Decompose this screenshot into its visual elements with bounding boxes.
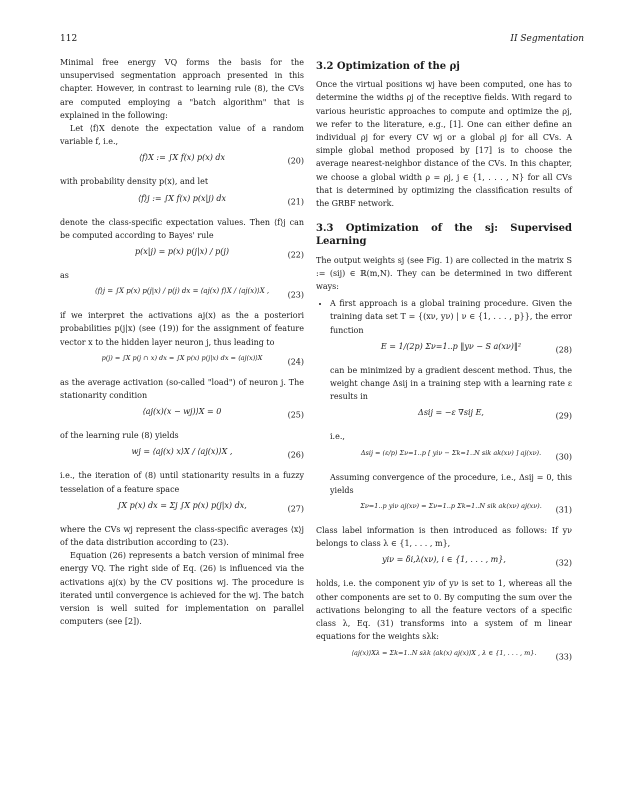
running-head: II Segmentation [510,34,584,44]
list-item [330,297,572,520]
equation-body: yiν = δi,λ(xν), i ∈ {1, . . . , m}, [382,555,506,565]
equation-body: ⟨aj(x)⟩Xλ = Σk=1..N sλk ⟨ak(x) aj(x)⟩X , λ ∈ {1, . . . , m}. [351,648,537,657]
paragraph: holds, i.e. the component yiν of yν is set to 1, whereas all the other components are set to 0. By computing the sum over the activations belonging to all the feature vectors of a specific class λ, Eq. (31) transforms into a system of m linear equations for the weights sλk: [316,579,572,642]
equation-number: (28) [555,345,572,355]
equation-number: (32) [555,558,572,568]
section-heading-3-3: 3.3 Optimization of the sj: Supervised Learning [316,223,572,248]
paragraph: as [60,271,69,281]
equation-number: (21) [287,197,304,207]
equation-27 [60,499,304,519]
equation-28 [330,340,572,360]
paragraph: The output weights sj (see Fig. 1) are collected in the matrix S := (sij) ∈ ℝ(m,N). They can be determined in two different ways: [316,255,572,292]
equation-23 [60,285,304,305]
paragraph: if we interpret the activations aj(x) as the a posteriori probabilities p(j|x) (see (19)) for the assignment of feature vector x to the hidden layer neuron j, thus leading to [60,311,304,347]
paragraph: • A first approach is a global training procedure. Given the training data set T = {(xν, yν) | ν ∈ {1, . . . , p}}, the error function [330,299,572,335]
paragraph: where the CVs wj represent the class-specific averages ⟨x⟩j of the data distribution according to (23). [60,524,304,548]
equation-body: p(j) = ∫X p(j ∩ x) dx = ∫X p(x) p(j|x) dx = ⟨aj(x)⟩X [101,353,263,362]
paragraph: denote the class-specific expectation values. Then ⟨f⟩j can be computed according to Bayes' rule [60,217,304,240]
equation-21 [60,192,304,212]
paragraph: can be minimized by a gradient descent method. Thus, the weight change Δsij in a training step with a learning rate ε results in [330,365,572,402]
equation-26 [60,445,304,465]
paragraph: Class label information is then introduced as follows: If yν belongs to class λ ∈ {1, . . . , m}, [316,526,572,549]
equation-20 [60,151,304,171]
equation-number: (30) [555,452,572,462]
section-heading-3-2: 3.2 Optimization of the ρj [316,61,460,72]
equation-number: (22) [287,250,304,260]
equation-body: p(x|j) = p(x) p(j|x) / p(j) [135,247,229,257]
equation-body: ⟨f⟩X := ∫X f(x) p(x) dx [138,153,226,163]
equation-body: Δsij = −ε ∇sij E, [418,408,484,418]
right-column [316,56,572,671]
equation-body: ⟨f⟩j = ∫X p(x) p(j|x) / p(j) dx = ⟨aj(x) f⟩X / ⟨aj(x)⟩X , [94,287,270,296]
equation-number: (20) [287,156,304,166]
paragraph: of the learning rule (8) yields [60,431,179,441]
paragraph: Equation (26) represents a batch version of minimal free energy VQ. The right side of Eq. (26) is influenced via the activations aj(x) by the CV positions wj. The procedure is iterated until convergence is achieved for the wj. The batch version is well suited for implementation on parallel computers (see [2]). [60,551,304,627]
equation-number: (24) [287,357,304,367]
paragraph: i.e., [330,432,345,442]
equation-number: (25) [287,410,304,420]
equation-body: ⟨aj(x)(x − wj)⟩X = 0 [142,407,222,417]
equation-number: (33) [555,651,572,661]
equation-body: ∫X p(x) dx = Σj ∫X p(x) p(j|x) dx, [117,500,247,510]
equation-33 [316,647,572,667]
paragraph: with probability density p(x), and let [60,177,209,187]
paragraph: Assuming convergence of the procedure, i.e., Δsij = 0, this yields [330,472,572,495]
page-number: 112 [60,34,78,44]
paragraph: Once the virtual positions wj have been computed, one has to determine the widths ρj of the receptive fields. With regard to various heuristic approaches to compute and optimize the ρj, we refer to the literature, e.g., [1]. One can either define an individual ρj for every CV wj or a global ρj for all CVs. A simple global method proposed by [17] is to choose the average nearest-neighbor distance of the CVs. In this chapter, we choose a global width ρ = ρj, j ∈ {1, . . . , N} for all CVs that is determined by optimizing the classification results of the GRBF network. [316,80,572,209]
equation-number: (31) [555,505,572,515]
equation-29 [330,406,572,426]
paragraph: Let ⟨f⟩X denote the expectation value of a random variable f, i.e., [60,124,304,147]
equation-body: Δsij = (ε/p) Σν=1..p [ yiν − Σk=1..N sik ak(xν) ] aj(xν). [360,448,542,457]
equation-body: wj = ⟨aj(x) x⟩X / ⟨aj(x)⟩X , [131,447,233,457]
paragraph: as the average activation (so-called "load") of neuron j. The stationarity condition [60,377,304,401]
equation-30 [330,447,572,467]
equation-number: (26) [287,450,304,460]
equation-24 [60,352,304,372]
equation-body: ⟨f⟩j := ∫X f(x) p(x|j) dx [137,193,227,203]
equation-number: (27) [287,504,304,514]
equation-32 [316,553,572,573]
equation-body: Σν=1..p yiν aj(xν) = Σν=1..p Σk=1..N sik ak(xν) aj(xν). [360,502,542,511]
equation-31 [330,500,572,520]
paragraph: i.e., the iteration of (8) until stationarity results in a fuzzy tesselation of a feature space [60,471,304,494]
equation-body: E = 1/(2p) Σν=1..p ‖yν − S a(xν)‖² [380,341,522,351]
equation-25 [60,405,304,425]
equation-number: (23) [287,290,304,300]
equation-number: (29) [555,411,572,421]
left-column [60,56,304,628]
equation-22 [60,245,304,265]
paragraph: Minimal free energy VQ forms the basis for the unsupervised segmentation approach presented in this chapter. However, in contrast to learning rule (8), the CVs are computed employing a "batch algorithm" that is explained in the following: [60,58,304,120]
method-list [316,297,572,520]
